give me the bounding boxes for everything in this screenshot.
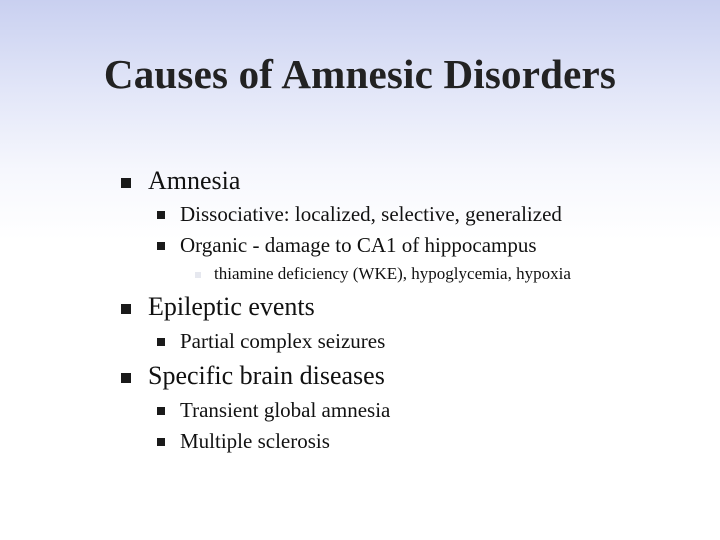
bullet-square-icon — [195, 272, 201, 278]
bullet-item: Dissociative: localized, selective, generalized — [180, 202, 562, 226]
bullet-square-icon — [157, 242, 165, 250]
bullet-item: Amnesia — [148, 166, 241, 195]
bullet-item: Multiple sclerosis — [180, 429, 330, 453]
bullet-square-icon — [121, 304, 131, 314]
bullet-item: Transient global amnesia — [180, 398, 391, 422]
bullet-square-icon — [121, 178, 131, 188]
bullet-item: Partial complex seizures — [180, 329, 386, 353]
slide-title: Causes of Amnesic Disorders — [103, 51, 617, 97]
bullet-square-icon — [157, 407, 165, 415]
bullet-item: thiamine deficiency (WKE), hypoglycemia, hypoxia — [214, 264, 571, 283]
bullet-square-icon — [157, 211, 165, 219]
bullet-square-icon — [157, 438, 165, 446]
bullet-square-icon — [121, 373, 131, 383]
bullet-item: Organic - damage to CA1 of hippocampus — [180, 233, 537, 257]
bullet-item: Specific brain diseases — [148, 361, 385, 390]
bullet-item: Epileptic events — [148, 292, 315, 321]
bullet-square-icon — [157, 338, 165, 346]
